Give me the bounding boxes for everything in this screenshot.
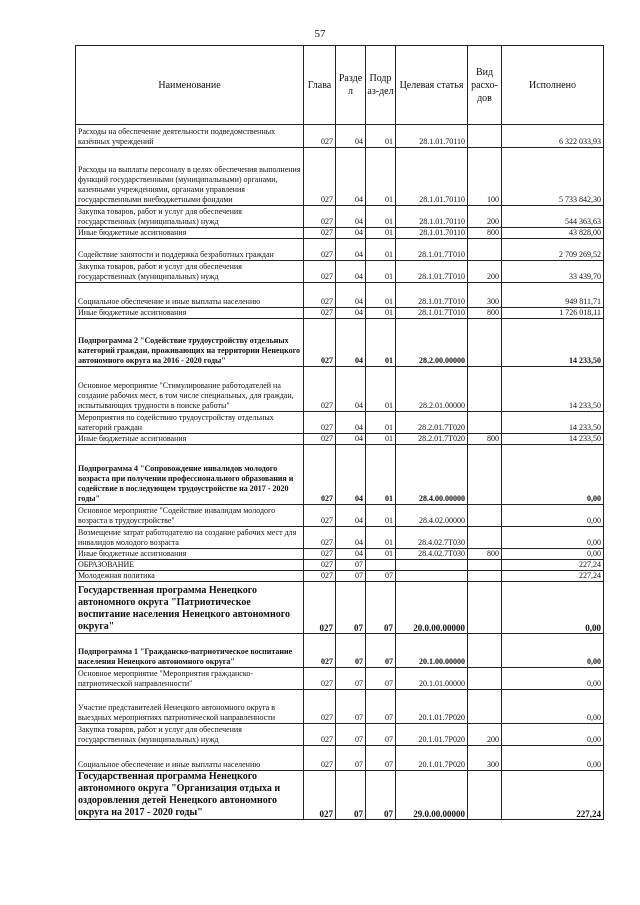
cell-name: Содействие занятости и поддержка безработных граждан [76, 239, 304, 261]
cell-celevaya: 28.4.02.7Т030 [396, 549, 468, 560]
cell-ispolneno: 544 363,63 [502, 206, 604, 228]
cell-razdel: 04 [336, 261, 366, 283]
cell-celevaya: 20.1.01.7Р020 [396, 690, 468, 724]
cell-vid: 800 [468, 434, 502, 445]
cell-vid: 200 [468, 724, 502, 746]
cell-podrazdel: 01 [366, 319, 396, 367]
cell-ispolneno: 0,00 [502, 634, 604, 668]
cell-podrazdel: 01 [366, 206, 396, 228]
cell-celevaya: 20.1.01.7Р020 [396, 746, 468, 771]
cell-podrazdel: 01 [366, 228, 396, 239]
cell-podrazdel: 01 [366, 239, 396, 261]
cell-ispolneno: 33 439,70 [502, 261, 604, 283]
cell-podrazdel [366, 560, 396, 571]
cell-ispolneno: 0,00 [502, 582, 604, 634]
cell-ispolneno: 0,00 [502, 690, 604, 724]
cell-vid [468, 125, 502, 148]
cell-vid [468, 412, 502, 434]
table-row [76, 505, 604, 527]
header-vid: Вид расхо-дов [468, 46, 502, 125]
cell-celevaya: 28.1.01.70110 [396, 148, 468, 206]
cell-ispolneno: 0,00 [502, 746, 604, 771]
table-row [76, 724, 604, 746]
cell-razdel: 04 [336, 549, 366, 560]
header-name: Наименование [76, 46, 304, 125]
cell-glava: 027 [304, 412, 336, 434]
table-row [76, 412, 604, 434]
cell-ispolneno: 0,00 [502, 668, 604, 690]
cell-razdel: 07 [336, 746, 366, 771]
cell-vid [468, 527, 502, 549]
cell-glava: 027 [304, 582, 336, 634]
cell-podrazdel: 01 [366, 125, 396, 148]
cell-vid [468, 239, 502, 261]
table-row [76, 668, 604, 690]
cell-name: Участие представителей Ненецкого автономного округа в выездных мероприятиях патриотической направленности [76, 690, 304, 724]
cell-razdel: 07 [336, 724, 366, 746]
cell-vid [468, 634, 502, 668]
cell-razdel: 04 [336, 445, 366, 505]
cell-vid [468, 771, 502, 820]
cell-razdel: 07 [336, 634, 366, 668]
table-row [76, 549, 604, 560]
cell-podrazdel: 01 [366, 283, 396, 308]
cell-glava: 027 [304, 746, 336, 771]
header-glava: Глава [304, 46, 336, 125]
cell-ispolneno: 227,24 [502, 560, 604, 571]
cell-name: Мероприятия по содействию трудоустройству отдельных категорий граждан [76, 412, 304, 434]
cell-name: Закупка товаров, работ и услуг для обеспечения государственных (муниципальных) нужд [76, 724, 304, 746]
cell-vid: 300 [468, 746, 502, 771]
table-row [76, 560, 604, 571]
cell-razdel: 07 [336, 560, 366, 571]
cell-glava: 027 [304, 445, 336, 505]
cell-name: Государственная программа Ненецкого автономного округа "Организация отдыха и оздоровления детей Ненецкого автономного округа на 2017 - 2020 годы" [76, 771, 304, 820]
header-celevaya: Целевая статья [396, 46, 468, 125]
cell-vid: 200 [468, 261, 502, 283]
cell-vid [468, 367, 502, 412]
table-row [76, 571, 604, 582]
table-row [76, 445, 604, 505]
cell-name: Основное мероприятие "Мероприятия гражданско-патриотической направленности" [76, 668, 304, 690]
cell-ispolneno: 14 233,50 [502, 412, 604, 434]
cell-celevaya [396, 571, 468, 582]
cell-glava: 027 [304, 668, 336, 690]
cell-vid: 100 [468, 148, 502, 206]
cell-glava: 027 [304, 549, 336, 560]
cell-podrazdel: 07 [366, 746, 396, 771]
cell-name: Молодежная политика [76, 571, 304, 582]
cell-razdel: 04 [336, 228, 366, 239]
cell-podrazdel: 01 [366, 261, 396, 283]
cell-name: Основное мероприятие "Стимулирование работодателей на создание рабочих мест, в том числе специальных, для граждан, испытывающих трудности в поиске работы" [76, 367, 304, 412]
cell-razdel: 07 [336, 571, 366, 582]
cell-glava: 027 [304, 148, 336, 206]
cell-glava: 027 [304, 634, 336, 668]
cell-ispolneno: 0,00 [502, 549, 604, 560]
cell-name: Подпрограмма 1 "Гражданско-патриотическое воспитание населения Ненецкого автономного округа" [76, 634, 304, 668]
cell-ispolneno: 14 233,50 [502, 319, 604, 367]
cell-podrazdel: 01 [366, 434, 396, 445]
cell-celevaya: 29.0.00.00000 [396, 771, 468, 820]
cell-razdel: 04 [336, 125, 366, 148]
cell-ispolneno: 14 233,50 [502, 434, 604, 445]
header-podrazdel: Подр аз-дел [366, 46, 396, 125]
table-row [76, 319, 604, 367]
cell-glava: 027 [304, 261, 336, 283]
cell-ispolneno: 227,24 [502, 571, 604, 582]
cell-podrazdel: 01 [366, 505, 396, 527]
cell-name: Социальное обеспечение и иные выплаты населению [76, 746, 304, 771]
cell-name: Государственная программа Ненецкого автономного округа "Патриотическое воспитание населения Ненецкого автономного округа" [76, 582, 304, 634]
table-row [76, 771, 604, 820]
cell-vid [468, 445, 502, 505]
cell-celevaya: 20.1.01.7Р020 [396, 724, 468, 746]
cell-razdel: 07 [336, 690, 366, 724]
cell-podrazdel: 07 [366, 771, 396, 820]
cell-celevaya: 28.1.01.7Т010 [396, 261, 468, 283]
cell-podrazdel: 07 [366, 690, 396, 724]
cell-razdel: 07 [336, 582, 366, 634]
cell-vid: 200 [468, 206, 502, 228]
cell-podrazdel: 07 [366, 724, 396, 746]
cell-razdel: 04 [336, 367, 366, 412]
cell-ispolneno: 0,00 [502, 724, 604, 746]
cell-glava: 027 [304, 560, 336, 571]
cell-razdel: 04 [336, 206, 366, 228]
cell-razdel: 04 [336, 412, 366, 434]
table-row [76, 367, 604, 412]
cell-glava: 027 [304, 228, 336, 239]
table-header-row [76, 46, 604, 125]
cell-celevaya: 28.1.01.7Т010 [396, 308, 468, 319]
cell-celevaya: 28.1.01.70110 [396, 228, 468, 239]
cell-celevaya: 28.1.01.70110 [396, 125, 468, 148]
cell-name: Расходы на выплаты персоналу в целях обеспечения выполнения функций государственными (муниципальными) органами, казенными учреждениями, органами управления государственными внебюджетными фондами [76, 148, 304, 206]
cell-ispolneno: 1 726 018,11 [502, 308, 604, 319]
cell-name: Подпрограмма 2 "Содействие трудоустройству отдельных категорий граждан, проживающих на территории Ненецкого автономного округа на 2016 - 2020 годы" [76, 319, 304, 367]
cell-podrazdel: 01 [366, 308, 396, 319]
cell-name: Иные бюджетные ассигнования [76, 308, 304, 319]
cell-ispolneno: 14 233,50 [502, 367, 604, 412]
table-row [76, 434, 604, 445]
cell-name: Подпрограмма 4 "Сопровождение инвалидов молодого возраста при получении профессионального образования и содействие в последующем трудоустройстве на 2017 - 2020 годы" [76, 445, 304, 505]
table-row [76, 228, 604, 239]
cell-razdel: 07 [336, 771, 366, 820]
cell-podrazdel: 07 [366, 668, 396, 690]
cell-podrazdel: 01 [366, 367, 396, 412]
cell-vid [468, 560, 502, 571]
cell-celevaya: 28.1.01.7Т010 [396, 239, 468, 261]
cell-podrazdel: 07 [366, 634, 396, 668]
cell-glava: 027 [304, 283, 336, 308]
cell-ispolneno: 227,24 [502, 771, 604, 820]
cell-celevaya: 28.4.00.00000 [396, 445, 468, 505]
table-row [76, 308, 604, 319]
table-row [76, 206, 604, 228]
cell-vid [468, 690, 502, 724]
cell-ispolneno: 5 733 842,30 [502, 148, 604, 206]
cell-podrazdel: 01 [366, 148, 396, 206]
cell-vid: 300 [468, 283, 502, 308]
table-row [76, 634, 604, 668]
cell-ispolneno: 0,00 [502, 527, 604, 549]
cell-glava: 027 [304, 771, 336, 820]
table-row [76, 239, 604, 261]
cell-glava: 027 [304, 319, 336, 367]
cell-celevaya: 28.1.01.7Т010 [396, 283, 468, 308]
table-row [76, 261, 604, 283]
cell-vid: 800 [468, 308, 502, 319]
cell-celevaya: 20.1.00.00000 [396, 634, 468, 668]
table-row [76, 283, 604, 308]
cell-podrazdel: 07 [366, 582, 396, 634]
table-row [76, 125, 604, 148]
table-row [76, 148, 604, 206]
cell-razdel: 04 [336, 319, 366, 367]
cell-celevaya: 28.2.00.00000 [396, 319, 468, 367]
cell-name: Иные бюджетные ассигнования [76, 434, 304, 445]
table-row [76, 690, 604, 724]
cell-celevaya: 28.2.01.7Т020 [396, 412, 468, 434]
cell-name: Закупка товаров, работ и услуг для обеспечения государственных (муниципальных) нужд [76, 206, 304, 228]
cell-glava: 027 [304, 571, 336, 582]
cell-razdel: 04 [336, 527, 366, 549]
cell-vid [468, 505, 502, 527]
cell-name: Расходы на обеспечение деятельности подведомственных казённых учреждений [76, 125, 304, 148]
budget-table [75, 45, 604, 820]
cell-glava: 027 [304, 724, 336, 746]
cell-glava: 027 [304, 239, 336, 261]
cell-vid: 800 [468, 228, 502, 239]
cell-razdel: 04 [336, 239, 366, 261]
cell-podrazdel: 01 [366, 445, 396, 505]
cell-glava: 027 [304, 527, 336, 549]
cell-razdel: 04 [336, 308, 366, 319]
cell-ispolneno: 6 322 033,93 [502, 125, 604, 148]
cell-vid [468, 668, 502, 690]
cell-celevaya: 28.1.01.70110 [396, 206, 468, 228]
cell-celevaya: 28.4.02.00000 [396, 505, 468, 527]
cell-vid [468, 571, 502, 582]
cell-podrazdel: 07 [366, 571, 396, 582]
cell-celevaya: 20.0.00.00000 [396, 582, 468, 634]
cell-ispolneno: 949 811,71 [502, 283, 604, 308]
cell-celevaya: 28.2.01.00000 [396, 367, 468, 412]
cell-glava: 027 [304, 690, 336, 724]
cell-razdel: 04 [336, 505, 366, 527]
cell-celevaya: 28.2.01.7Т020 [396, 434, 468, 445]
cell-name: Иные бюджетные ассигнования [76, 549, 304, 560]
table-row [76, 582, 604, 634]
cell-glava: 027 [304, 367, 336, 412]
cell-razdel: 04 [336, 434, 366, 445]
page-number: 57 [314, 28, 326, 40]
cell-podrazdel: 01 [366, 527, 396, 549]
table-body [76, 125, 604, 820]
cell-vid [468, 319, 502, 367]
cell-ispolneno: 2 709 269,52 [502, 239, 604, 261]
cell-razdel: 04 [336, 148, 366, 206]
cell-name: Возмещение затрат работодателю на создание рабочих мест для инвалидов молодого возраста [76, 527, 304, 549]
cell-vid: 800 [468, 549, 502, 560]
cell-razdel: 07 [336, 668, 366, 690]
cell-vid [468, 582, 502, 634]
table-row [76, 527, 604, 549]
cell-razdel: 04 [336, 283, 366, 308]
cell-name: Закупка товаров, работ и услуг для обеспечения государственных (муниципальных) нужд [76, 261, 304, 283]
cell-ispolneno: 0,00 [502, 445, 604, 505]
cell-glava: 027 [304, 308, 336, 319]
cell-name: Иные бюджетные ассигнования [76, 228, 304, 239]
cell-celevaya: 28.4.02.7Т030 [396, 527, 468, 549]
cell-name: ОБРАЗОВАНИЕ [76, 560, 304, 571]
cell-podrazdel: 01 [366, 549, 396, 560]
cell-ispolneno: 43 828,00 [502, 228, 604, 239]
cell-ispolneno: 0,00 [502, 505, 604, 527]
cell-name: Основное мероприятие "Содействие инвалидам молодого возраста в трудоустройстве" [76, 505, 304, 527]
cell-glava: 027 [304, 125, 336, 148]
cell-glava: 027 [304, 206, 336, 228]
table-row [76, 746, 604, 771]
header-ispolneno: Исполнено [502, 46, 604, 125]
cell-glava: 027 [304, 434, 336, 445]
cell-glava: 027 [304, 505, 336, 527]
cell-name: Социальное обеспечение и иные выплаты населению [76, 283, 304, 308]
header-razdel: Разде л [336, 46, 366, 125]
cell-podrazdel: 01 [366, 412, 396, 434]
cell-celevaya: 20.1.01.00000 [396, 668, 468, 690]
cell-celevaya [396, 560, 468, 571]
